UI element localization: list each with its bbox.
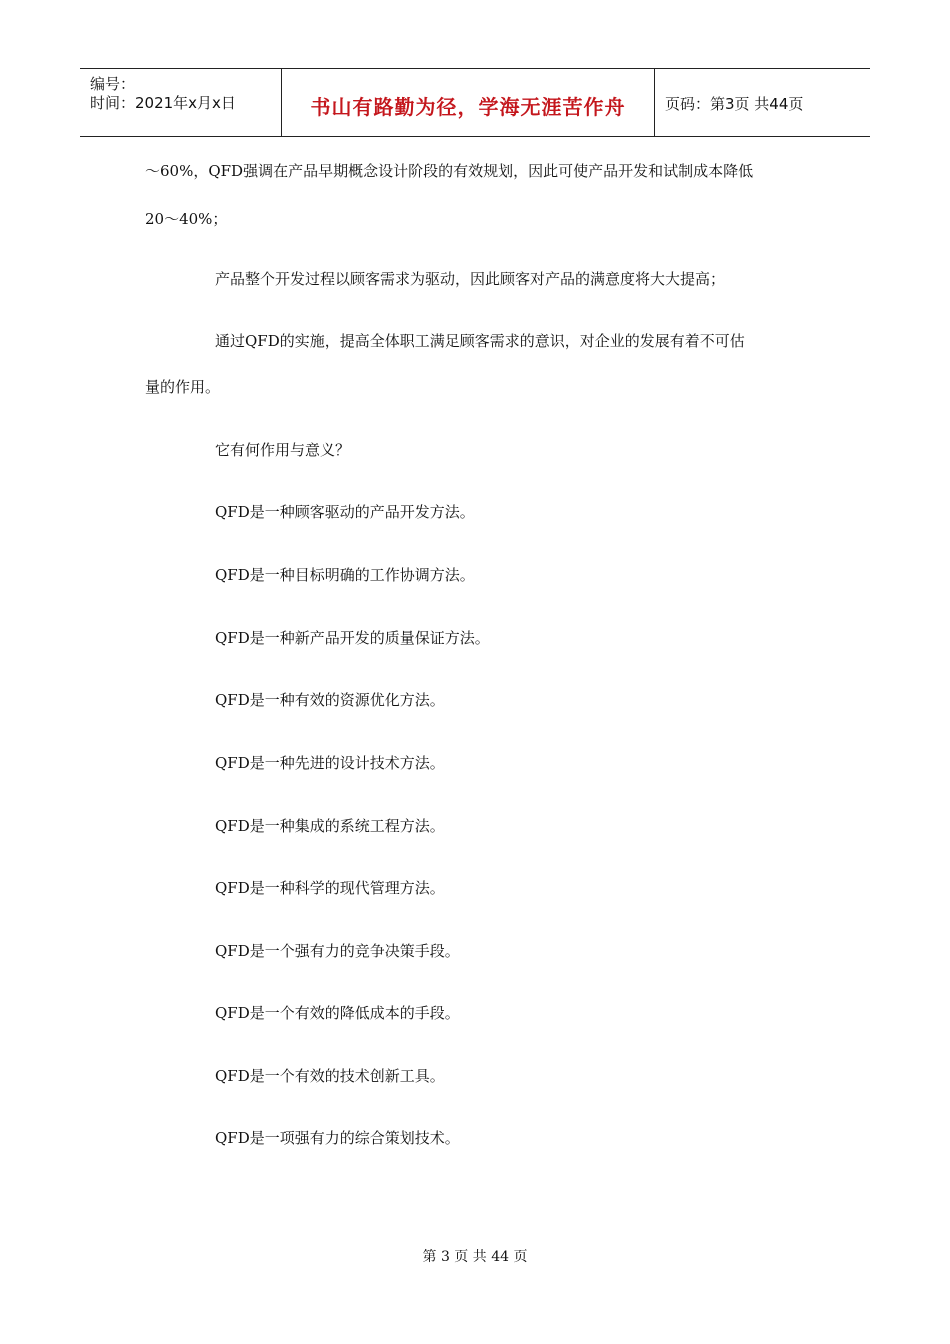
paragraph-line: 产品整个开发过程以顾客需求为驱动，因此顾客对产品的满意度将大大提高； xyxy=(215,270,726,288)
header-right-cell xyxy=(655,69,870,136)
page-header xyxy=(80,68,870,137)
list-item: QFD是一种先进的设计技术方法。 xyxy=(215,754,445,772)
paragraph-line: ～60%，QFD强调在产品早期概念设计阶段的有效规划，因此可使产品开发和试制成本降低 xyxy=(145,162,754,180)
paragraph-line: 它有何作用与意义？ xyxy=(215,441,351,459)
header-left-cell xyxy=(80,69,282,136)
page-footer: 第 3 页 共 44 页 xyxy=(422,1249,528,1265)
header-motto: 书山有路勤为径，学海无涯苦作舟 xyxy=(310,95,626,119)
header-motto-cell xyxy=(282,69,655,136)
list-item: QFD是一种集成的系统工程方法。 xyxy=(215,817,445,835)
paragraph-line: 20～40%； xyxy=(145,210,228,228)
document-time-label: 时间：2021年x月x日 xyxy=(90,94,236,112)
document-number-label: 编号： xyxy=(90,75,136,93)
list-item: QFD是一个有效的技术创新工具。 xyxy=(215,1067,445,1085)
list-item: QFD是一项强有力的综合策划技术。 xyxy=(215,1129,460,1147)
paragraph-line: 通过QFD的实施，提高全体职工满足顾客需求的意识，对企业的发展有着不可估 xyxy=(215,332,745,350)
header-page-info: 页码：第3页 共44页 xyxy=(665,95,804,113)
list-item: QFD是一种新产品开发的质量保证方法。 xyxy=(215,629,490,647)
list-item: QFD是一种顾客驱动的产品开发方法。 xyxy=(215,503,475,521)
list-item: QFD是一个强有力的竞争决策手段。 xyxy=(215,942,460,960)
paragraph-line: 量的作用。 xyxy=(145,378,221,396)
list-item: QFD是一种科学的现代管理方法。 xyxy=(215,879,445,897)
list-item: QFD是一种目标明确的工作协调方法。 xyxy=(215,566,475,584)
list-item: QFD是一种有效的资源优化方法。 xyxy=(215,691,445,709)
list-item: QFD是一个有效的降低成本的手段。 xyxy=(215,1004,460,1022)
